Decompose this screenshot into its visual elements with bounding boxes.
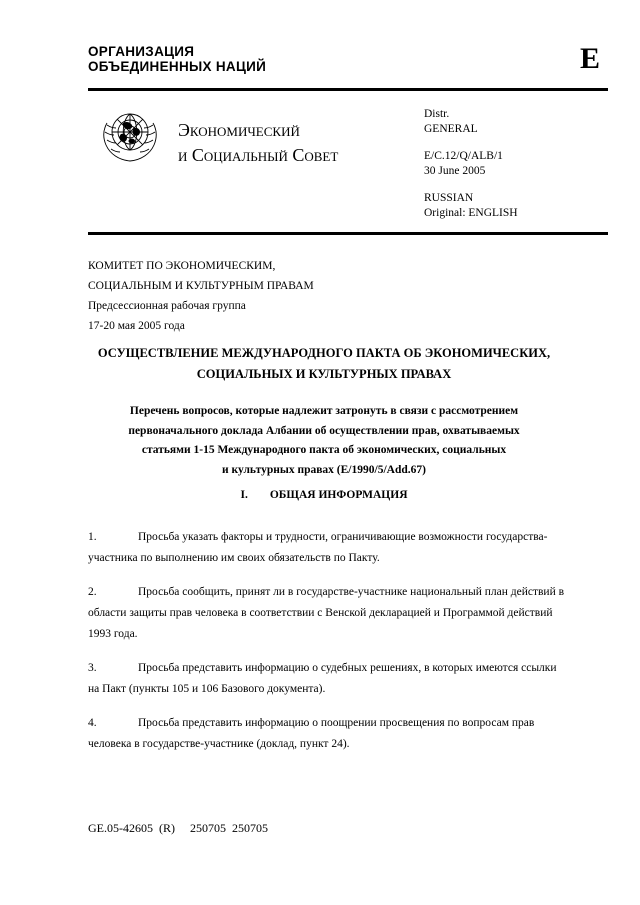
un-emblem [99, 108, 161, 164]
paragraph-text: Просьба представить информацию о судебных решениях, в которых имеются ссылки на Пакт (пункты 105 и 106 Базового документа). [88, 662, 557, 695]
footer-document-code: GE.05-42605 (R) 250705 250705 [88, 821, 268, 835]
header-divider-top [88, 88, 608, 91]
council-title [178, 118, 408, 168]
committee-name-line1: КОМИТЕТ ПО ЭКОНОМИЧЕСКИМ, [88, 260, 276, 272]
paragraph-item [88, 582, 568, 645]
paragraph-number: 1. [88, 531, 97, 543]
section-heading [88, 487, 560, 503]
organization-name [88, 44, 608, 74]
language-group [424, 191, 518, 220]
page-title [88, 343, 560, 385]
document-date: 30 June 2005 [424, 164, 486, 177]
paragraph-item [88, 658, 568, 700]
section-heading-text: ОБЩАЯ ИНФОРМАЦИЯ [269, 489, 408, 501]
council-title-line1: Экономический [178, 120, 300, 140]
distribution-group [424, 107, 518, 136]
page-subtitle-line3: статьями 1-15 Международного пакта об экономических, социальных [141, 444, 507, 456]
page-title-line1: ОСУЩЕСТВЛЕНИЕ МЕЖДУНАРОДНОГО ПАКТА ОБ ЭКОНОМИЧЕСКИХ, [97, 346, 551, 360]
page-subtitle-line2: первоначального доклада Албании об осуществлении прав, охватываемых [128, 424, 520, 437]
organization-name-line2: ОБЪЕДИНЕННЫХ НАЦИЙ [88, 59, 267, 74]
distr-value: GENERAL [424, 122, 478, 135]
symbol-group [424, 149, 518, 178]
committee-block [88, 256, 508, 336]
document-language: RUSSIAN [424, 192, 474, 204]
document-original-language: Original: ENGLISH [424, 206, 518, 219]
paragraph-list [88, 527, 568, 768]
paragraph-text: Просьба представить информацию о поощрении просвещения по вопросам прав человека в государстве-участнике (доклад, пункт 24). [88, 717, 535, 750]
page-subtitle [88, 402, 560, 480]
page-subtitle-line1: Перечень вопросов, которые надлежит затронуть в связи с рассмотрением [129, 405, 519, 417]
committee-name-line2: СОЦИАЛЬНЫМ И КУЛЬТУРНЫМ ПРАВАМ [88, 280, 314, 292]
paragraph-item [88, 527, 568, 569]
section-numeral: I. [240, 489, 248, 501]
page-subtitle-line4: и культурных правах (E/1990/5/Add.67) [222, 463, 426, 476]
distr-label: Distr. [424, 108, 450, 120]
paragraph-number: 3. [88, 662, 97, 674]
session-dates: 17-20 мая 2005 года [88, 320, 185, 332]
organization-name-line1: ОРГАНИЗАЦИЯ [88, 44, 195, 59]
page-title-line2: СОЦИАЛЬНЫХ И КУЛЬТУРНЫХ ПРАВАХ [196, 367, 452, 381]
document-symbol-letter: E [580, 42, 601, 75]
paragraph-item [88, 713, 568, 755]
paragraph-number: 4. [88, 717, 97, 729]
document-symbol-code: E/C.12/Q/ALB/1 [424, 150, 503, 162]
header-divider-bottom [88, 232, 608, 235]
paragraph-text: Просьба сообщить, принят ли в государстве-участнике национальный план действий в области защиты прав человека в соответствии с Венской декларацией и Программой действий 1993 года. [88, 586, 565, 640]
paragraph-number: 2. [88, 586, 97, 598]
council-title-line2: и Социальный Совет [178, 145, 339, 165]
paragraph-text: Просьба указать факторы и трудности, ограничивающие возможности государства-участника по выполнению им своих обязательств по Пакту. [88, 531, 548, 564]
masthead [88, 44, 608, 74]
distribution-block [424, 107, 518, 220]
working-group-name: Предсессионная рабочая группа [88, 300, 246, 312]
